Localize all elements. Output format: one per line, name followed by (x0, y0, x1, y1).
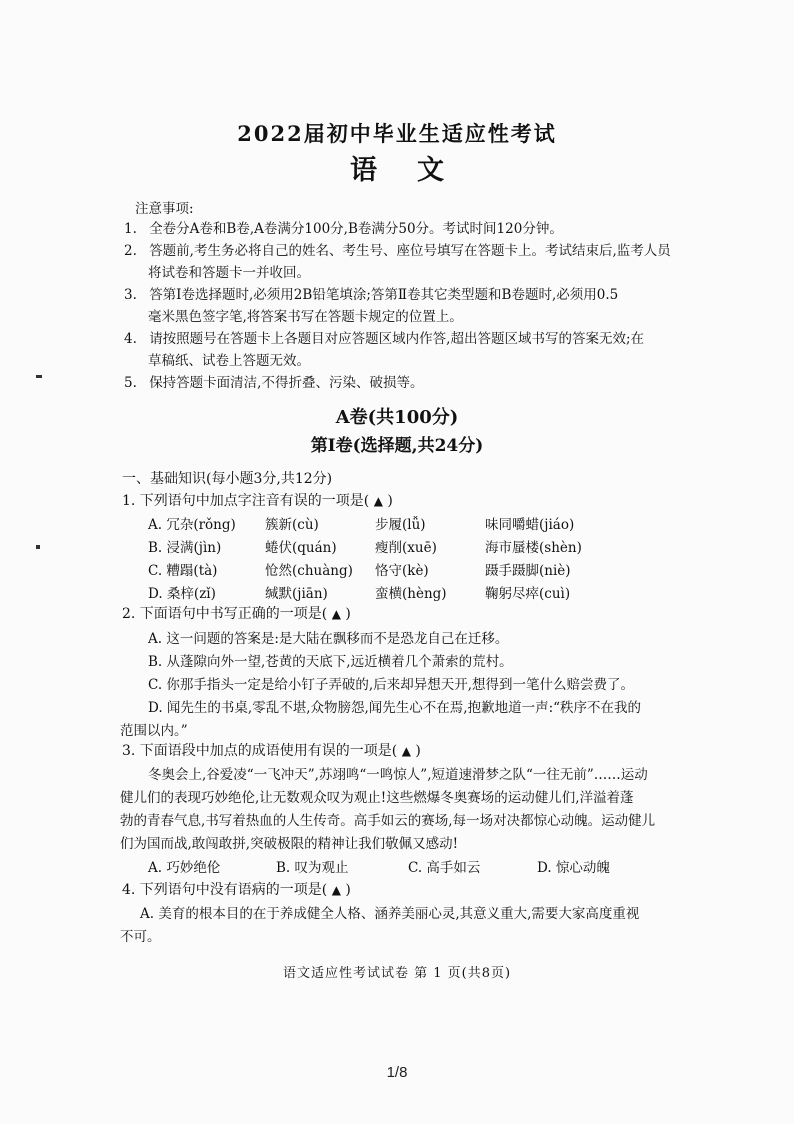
question-text: 3. 下面语段中加点的成语使用有误的一项是( (122, 743, 398, 759)
note-text: 答题前,考生务必将自己的姓名、考生号、座位号填写在答题卡上。考试结束后,监考人员 (149, 243, 671, 259)
note-item-4 (124, 328, 644, 350)
section-a-heading: A卷(共100分) (335, 407, 459, 428)
q1-option-a-item-3: 步履(lǚ) (375, 517, 426, 533)
note-text: 保持答题卡面清洁,不得折叠、污染、破损等。 (149, 375, 424, 391)
q1-option-c-item-3: 恪守(kè) (375, 563, 429, 579)
q2-option-a: A. 这一问题的答案是:是大陆在飘移而不是恐龙自己在迁移。 (148, 631, 509, 647)
answer-triangle-icon: ▲ (331, 607, 341, 621)
note-text-continued: 毫米黑色签字笔,将答案书写在答题卡规定的位置上。 (148, 309, 463, 325)
question-close-paren: ) (387, 493, 393, 509)
q2-option-d: D. 闻先生的书桌,零乱不堪,众物膀怨,闻先生心不在焉,抱歉地道一声:“秩序不在我的 (148, 700, 642, 716)
q3-option-a: A. 巧妙绝伦 (148, 860, 221, 876)
notes-heading: 注意事项: (135, 201, 194, 217)
q1-option-d-item-3: 蛮横(hèng) (375, 586, 447, 602)
note-text: 答第Ⅰ卷选择题时,必须用2B铅笔填涂;答第Ⅱ卷其它类型题和B卷题时,必须用0.5 (149, 287, 619, 303)
note-number: 4. (124, 331, 137, 347)
q2-option-b: B. 从蓬隙向外一望,苍黄的天底下,远近横着几个萧索的荒村。 (148, 654, 513, 670)
scan-mark (36, 375, 42, 378)
note-number: 1. (124, 221, 137, 237)
note-item-3 (124, 284, 618, 306)
question-2-stem (122, 603, 351, 623)
q1-option-b-item-4: 海市蜃楼(shèn) (485, 540, 582, 556)
question-4-stem (122, 879, 351, 899)
note-number: 3. (124, 287, 137, 303)
q4-option-a-continued: 不可。 (120, 929, 161, 945)
q1-option-c-item-4: 蹑手蹑脚(niè) (485, 563, 571, 579)
question-text: 2. 下面语句中书写正确的一项是( (122, 606, 328, 622)
note-number: 2. (124, 243, 137, 259)
answer-triangle-icon: ▲ (373, 494, 383, 508)
q2-option-c: C. 你那手指头一定是给小钉子弄破的,后来却异想天开,想得到一笔什么赔尝费了。 (148, 677, 635, 693)
q1-option-a-item-1: A. 冗杂(rǒng) (148, 517, 236, 533)
q1-option-a-item-2: 簇新(cù) (265, 517, 319, 533)
note-item-1 (124, 218, 563, 240)
q1-option-d-item-2: 缄默(jiān) (265, 586, 328, 602)
q3-option-c: C. 高手如云 (408, 860, 481, 876)
note-text-continued: 将试卷和答题卡一并收回。 (148, 265, 310, 281)
note-text: 全卷分A卷和B卷,A卷满分100分,B卷满分50分。考试时间120分钟。 (149, 221, 563, 237)
page-footer: 语文适应性考试试卷 第 1 页(共8页) (282, 966, 512, 981)
note-item-2 (124, 240, 671, 262)
q1-option-a-item-4: 味同嚼蜡(jiáo) (485, 517, 575, 533)
question-close-paren: ) (345, 606, 351, 622)
question-text: 1. 下列语句中加点字注音有误的一项是( (122, 493, 370, 509)
question-1-stem (122, 490, 393, 510)
answer-triangle-icon: ▲ (401, 744, 411, 758)
q1-option-c-item-2: 怆然(chuàng) (265, 563, 353, 579)
q3-passage-line: 们为国而战,敢闯敢拼,突破极限的精神让我们敬佩又感动! (120, 836, 459, 852)
note-text-continued: 草稿纸、试卷上答题无效。 (148, 353, 310, 369)
part-1-heading: 一、基础知识(每小题3分,共12分) (122, 471, 333, 487)
note-text: 请按照题号在答题卡上各题目对应答题区域内作答,超出答题区域书写的答案无效;在 (149, 331, 645, 347)
note-item-5 (124, 372, 423, 394)
answer-triangle-icon: ▲ (331, 883, 341, 897)
q1-option-b-item-3: 瘦削(xuē) (375, 540, 437, 556)
q1-option-b-item-2: 蜷伏(quán) (265, 540, 337, 556)
page-indicator: 1/8 (386, 1064, 408, 1081)
exam-title: 2022届初中毕业生适应性考试 (237, 121, 557, 146)
q1-option-c-item-1: C. 糟蹋(tà) (148, 563, 218, 579)
section-1-heading: 第Ⅰ卷(选择题,共24分) (310, 436, 484, 456)
q1-option-d-item-4: 鞠躬尽瘁(cuì) (485, 586, 571, 602)
q3-passage-line: 健儿们的表现巧妙绝伦,让无数观众叹为观止!这些燃爆冬奥赛场的运动健儿们,洋溢着蓬 (120, 790, 634, 806)
q2-option-d-continued: 范围以内。” (120, 723, 188, 739)
q3-passage-line: 勃的青春气息,书写着热血的人生传奇。高手如云的赛场,每一场对决都惊心动魄。运动健儿 (120, 813, 656, 829)
question-close-paren: ) (415, 743, 421, 759)
q3-option-b: B. 叹为观止 (276, 860, 349, 876)
exam-subject: 语文 (350, 155, 484, 186)
q4-option-a: A. 美育的根本目的在于养成健全人格、涵养美丽心灵,其意义重大,需要大家高度重视 (140, 906, 640, 922)
scan-mark (36, 545, 40, 549)
question-close-paren: ) (345, 882, 351, 898)
q3-option-d: D. 惊心动魄 (537, 860, 610, 876)
q1-option-d-item-1: D. 桑梓(zǐ) (148, 586, 216, 602)
question-3-stem (122, 740, 421, 760)
q1-option-b-item-1: B. 浸满(jìn) (148, 540, 222, 556)
q3-passage-line: 冬奥会上,谷爱凌“一飞冲天”,苏翊鸣“一鸣惊人”,短道速滑梦之队“一往无前”……运动 (148, 767, 648, 783)
note-number: 5. (124, 375, 137, 391)
question-text: 4. 下列语句中没有语病的一项是( (122, 882, 328, 898)
